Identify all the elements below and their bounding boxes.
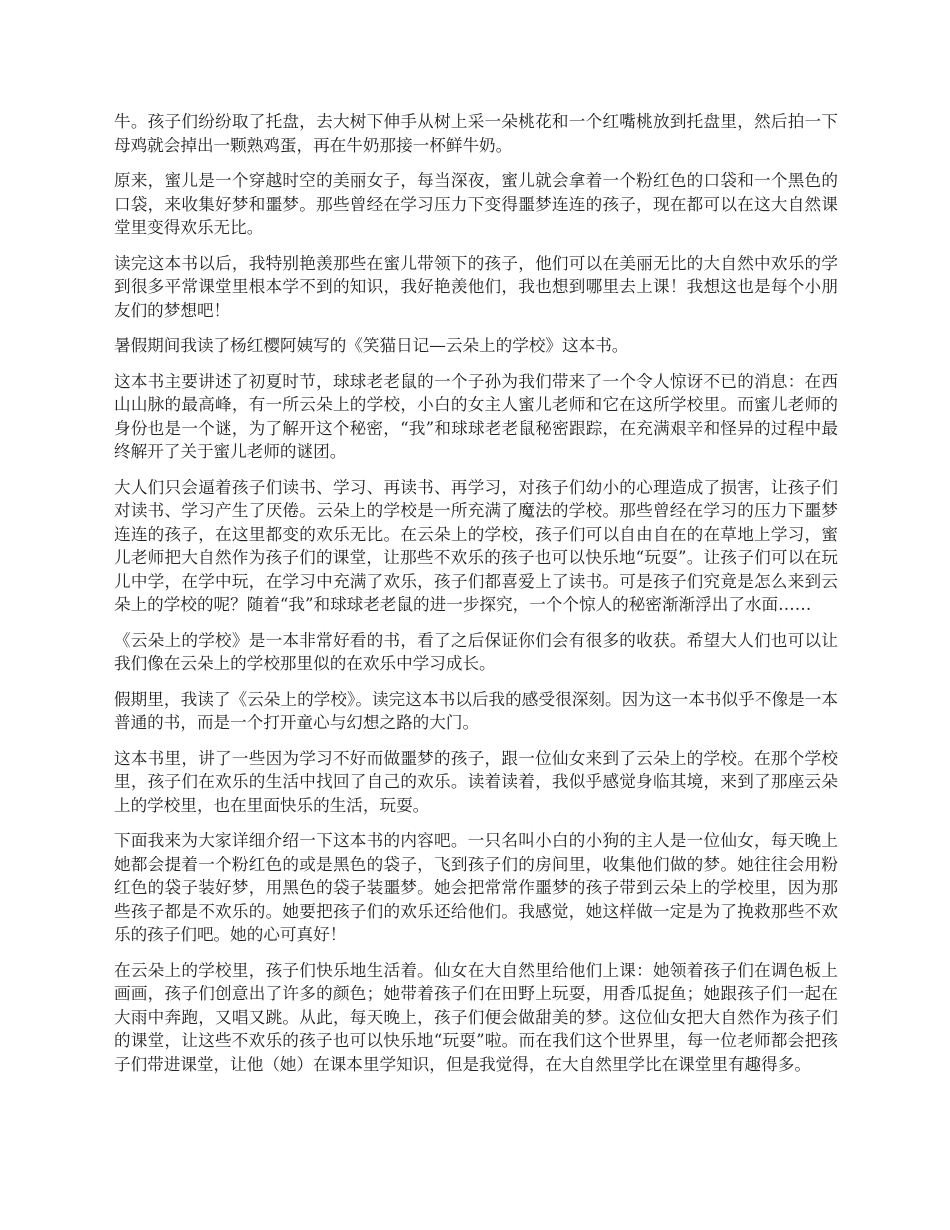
document-body (114, 110, 838, 1088)
paragraph-7: 《云朵上的学校》是一本非常好看的书，看了之后保证你们会有很多的收获。希望大人们也可以让我们像在云朵上的学校那里似的在欢乐中学习成长。 (114, 630, 838, 673)
paragraph-10: 下面我来为大家详细介绍一下这本书的内容吧。一只名叫小白的小狗的主人是一位仙女，每天晚上她都会提着一个粉红色的或是黑色的袋子，飞到孩子们的房间里，收集他们做的梦。她往往会用粉红色的袋子装好梦，用黑色的袋子装噩梦。她会把常常作噩梦的孩子带到云朵上的学校里，因为那些孩子都是不欢乐的。她要把孩子们的欢乐还给他们。我感觉，她这样做一定是为了挽救那些不欢乐的孩子们吧。她的心可真好！ (114, 831, 838, 944)
paragraph-1: 牛。孩子们纷纷取了托盘，去大树下伸手从树上采一朵桃花和一个红嘴桃放到托盘里，然后拍一下母鸡就会掉出一颗熟鸡蛋，再在牛奶那接一杯鲜牛奶。 (114, 112, 838, 155)
paragraph-11: 在云朵上的学校里，孩子们快乐地生活着。仙女在大自然里给他们上课：她领着孩子们在调色板上画画，孩子们创意出了许多的颜色；她带着孩子们在田野上玩耍，用香瓜捉鱼；她跟孩子们一起在大雨中奔跑，又唱又跳。从此，每天晚上，孩子们便会做甜美的梦。这位仙女把大自然作为孩子们的课堂，让这些不欢乐的孩子也可以快乐地“玩耍”啦。而在我们这个世界里，每一位老师都会把孩子们带进课堂，让他（她）在课本里学知识，但是我觉得，在大自然里学比在课堂里有趣得多。 (114, 960, 838, 1074)
paragraph-6: 大人们只会逼着孩子们读书、学习、再读书、再学习，对孩子们幼小的心理造成了损害，让孩子们对读书、学习产生了厌倦。云朵上的学校是一所充满了魔法的学校。那些曾经在学习的压力下噩梦连连的孩子，在这里都变的欢乐无比。在云朵上的学校，孩子们可以自由自在的在草地上学习，蜜儿老师把大自然作为孩子们的课堂，让那些不欢乐的孩子也可以快乐地“玩耍”。让孩子们可以在玩儿中学，在学中玩，在学习中充满了欢乐，孩子们都喜爱上了读书。可是孩子们究竟是怎么来到云朵上的学校的呢？随着“我”和球球老老鼠的进一步探究，一个个惊人的秘密渐渐浮出了水面…… (114, 477, 838, 614)
paragraph-8: 假期里，我读了《云朵上的学校》。读完这本书以后我的感受很深刻。因为这一本书似乎不像是一本普通的书，而是一个打开童心与幻想之路的大门。 (114, 689, 838, 732)
paragraph-4: 暑假期间我读了杨红樱阿姨写的《笑猫日记—云朵上的学校》这本书。 (114, 336, 629, 355)
paragraph-5: 这本书主要讲述了初夏时节，球球老老鼠的一个子孙为我们带来了一个令人惊讶不已的消息：在西山山脉的最高峰，有一所云朵上的学校，小白的女主人蜜儿老师和它在这所学校里。而蜜儿老师的身份也是一个谜，为了解开这个秘密，“我”和球球老老鼠秘密跟踪，在充满艰辛和怪异的过程中最终解开了关于蜜儿老师的谜团。 (114, 371, 838, 461)
paragraph-2: 原来，蜜儿是一个穿越时空的美丽女子，每当深夜，蜜儿就会拿着一个粉红色的口袋和一个黑色的口袋，来收集好梦和噩梦。那些曾经在学习压力下变得噩梦连连的孩子，现在都可以在这大自然课堂里变得欢乐无比。 (114, 171, 838, 237)
paragraph-3: 读完这本书以后，我特别艳羡那些在蜜儿带领下的孩子，他们可以在美丽无比的大自然中欢乐的学到很多平常课堂里根本学不到的知识，我好艳羡他们，我也想到哪里去上课！我想这也是每个小朋友们的梦想吧！ (114, 253, 838, 320)
paragraph-9: 这本书里，讲了一些因为学习不好而做噩梦的孩子，跟一位仙女来到了云朵上的学校。在那个学校里，孩子们在欢乐的生活中找回了自己的欢乐。读着读着，我似乎感觉身临其境，来到了那座云朵上的学校里，也在里面快乐的生活，玩耍。 (114, 748, 838, 815)
